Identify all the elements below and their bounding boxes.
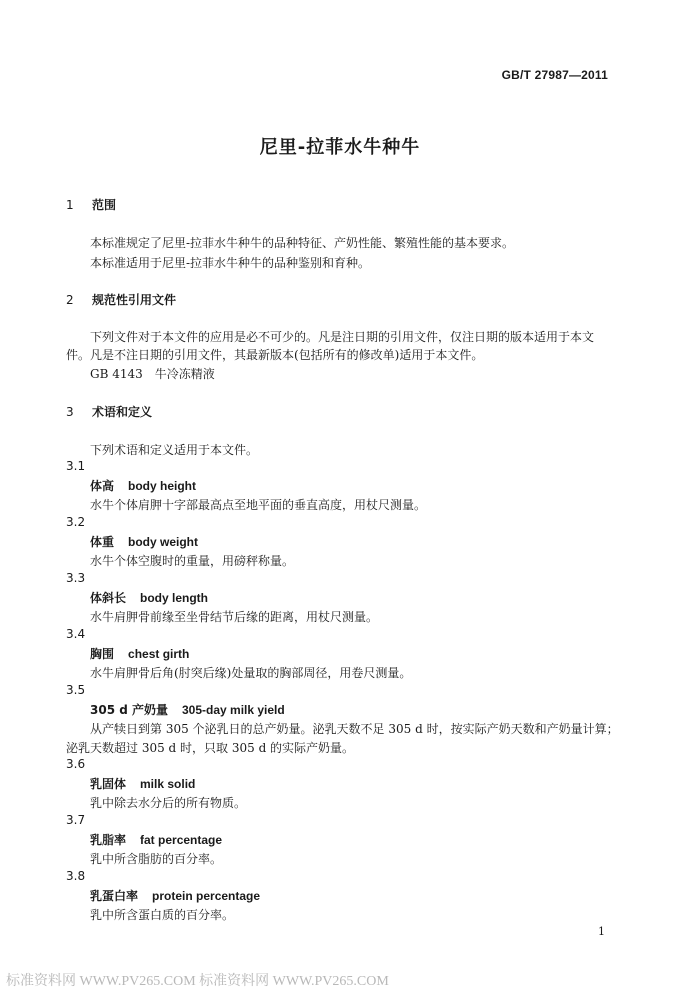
term-zh: 305 d 产奶量 [90, 703, 168, 717]
normative-reference: GB 4143 牛冷冻精液 [90, 367, 215, 381]
document-title: 尼里-拉菲水牛种牛 [259, 137, 421, 158]
section-title: 规范性引用文件 [92, 293, 177, 307]
term-zh: 胸围 [90, 647, 115, 661]
term-en: protein percentage [152, 889, 261, 903]
term-entry [90, 589, 208, 606]
section-2-heading [66, 291, 176, 308]
paragraph: 本标准规定了尼里-拉菲水牛种牛的品种特征、产奶性能、繁殖性能的基本要求。 [90, 236, 515, 250]
clause-number: 3.2 [66, 515, 86, 529]
term-zh: 乳脂率 [90, 833, 127, 847]
term-entry [90, 645, 189, 662]
clause-number: 3.3 [66, 571, 86, 585]
watermark: 标准资料网 WWW.PV265.COM 标准资料网 WWW.PV265.COM [6, 974, 389, 989]
paragraph: 下列文件对于本文件的应用是必不可少的。凡是注日期的引用文件，仅注日期的版本适用于本文 [90, 330, 595, 344]
term-zh: 体高 [90, 479, 115, 493]
clause-number: 3.8 [66, 869, 86, 883]
term-definition: 乳中除去水分后的所有物质。 [90, 796, 247, 810]
section-1-heading [66, 196, 116, 213]
term-en: body weight [128, 535, 199, 549]
term-entry [90, 477, 196, 494]
term-entry [90, 775, 195, 792]
section-3-heading [66, 403, 152, 420]
clause-number: 3.7 [66, 813, 86, 827]
term-zh: 乳蛋白率 [90, 889, 139, 903]
standard-number: GB/T 27987—2011 [501, 68, 608, 82]
term-entry [90, 887, 260, 904]
term-en: milk solid [140, 777, 196, 791]
term-en: body length [140, 591, 209, 605]
term-definition: 水牛肩胛骨前缘至坐骨结节后缘的距离，用杖尺测量。 [90, 610, 379, 624]
term-definition: 水牛肩胛骨后角(肘突后缘)处量取的胸部周径，用卷尺测量。 [90, 666, 412, 680]
paragraph: 下列术语和定义适用于本文件。 [90, 443, 259, 457]
term-zh: 体斜长 [90, 591, 127, 605]
section-number: 3 [66, 405, 74, 419]
clause-number: 3.4 [66, 627, 86, 641]
term-definition-continued: 泌乳天数超过 305 d 时，只取 305 d 的实际产奶量。 [66, 741, 355, 755]
term-definition: 乳中所含蛋白质的百分率。 [90, 908, 235, 922]
clause-number: 3.6 [66, 757, 86, 771]
section-title: 范围 [92, 198, 117, 212]
section-title: 术语和定义 [92, 405, 153, 419]
paragraph-continued: 件。凡是不注日期的引用文件，其最新版本(包括所有的修改单)适用于本文件。 [66, 348, 484, 362]
term-en: body height [128, 479, 197, 493]
term-definition: 乳中所含脂肪的百分率。 [90, 852, 223, 866]
term-en: 305-day milk yield [182, 703, 285, 717]
clause-number: 3.1 [66, 459, 86, 473]
term-zh: 体重 [90, 535, 115, 549]
term-zh: 乳固体 [90, 777, 127, 791]
term-en: chest girth [128, 647, 190, 661]
paragraph: 本标准适用于尼里-拉菲水牛种牛的品种鉴别和育种。 [90, 256, 371, 270]
term-en: fat percentage [140, 833, 223, 847]
term-entry [90, 701, 285, 718]
page-number: 1 [598, 925, 605, 938]
term-definition: 从产犊日到第 305 个泌乳日的总产奶量。泌乳天数不足 305 d 时，按实际产奶天数和产奶量计算； [90, 722, 619, 736]
clause-number: 3.5 [66, 683, 86, 697]
term-definition: 水牛个体空腹时的重量，用磅秤称量。 [90, 554, 295, 568]
section-number: 2 [66, 293, 74, 307]
term-entry [90, 533, 198, 550]
section-number: 1 [66, 198, 74, 212]
term-definition: 水牛个体肩胛十字部最高点至地平面的垂直高度，用杖尺测量。 [90, 498, 427, 512]
term-entry [90, 831, 222, 848]
